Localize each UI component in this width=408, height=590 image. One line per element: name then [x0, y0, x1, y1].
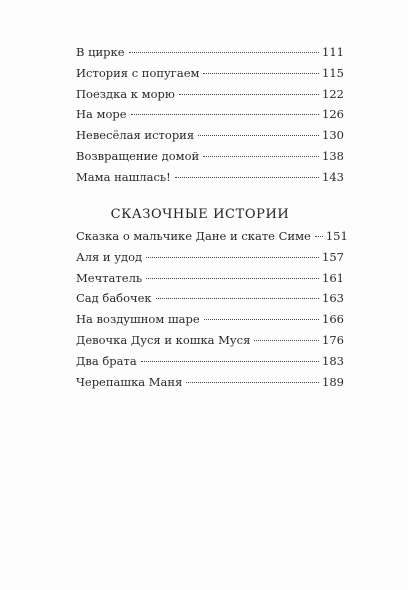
toc-entry-title: Девочка Дуся и кошка Муся: [76, 332, 251, 347]
toc-entry-page: 161: [322, 270, 344, 285]
toc-entry-title: Черепашка Маня: [76, 374, 183, 389]
toc-entry: [76, 84, 344, 105]
toc-entry: [76, 330, 344, 351]
dot-leader: [179, 94, 319, 95]
dot-leader: [204, 319, 319, 320]
dot-leader: [156, 298, 319, 299]
toc-entry-title: Невесёлая история: [76, 128, 195, 143]
dot-leader: [315, 236, 323, 237]
toc-entry-page: 115: [322, 65, 344, 80]
toc-entry: [76, 309, 344, 330]
toc-entry-page: 166: [322, 312, 344, 327]
toc-entry-title: Поездка к морю: [76, 86, 175, 101]
toc-entry-title: Мечтатель: [76, 270, 143, 285]
toc-entry-page: 111: [322, 45, 344, 59]
dot-leader: [131, 114, 319, 115]
toc-entry-page: 163: [322, 291, 344, 306]
toc-entry-page: 143: [322, 169, 344, 184]
toc-entry-title: Мама нашлась!: [76, 169, 171, 184]
toc-entry-page: 122: [322, 86, 344, 101]
toc-entry: [76, 268, 344, 289]
toc-entry-page: 183: [322, 353, 344, 368]
toc-entry-title: Два брата: [76, 353, 137, 368]
toc-entry: [76, 63, 344, 84]
section-heading-text: СКАЗОЧНЫЕ ИСТОРИИ: [110, 207, 290, 222]
dot-leader: [203, 73, 319, 74]
toc-entry-page: 176: [322, 332, 344, 347]
section-heading: [0, 207, 408, 222]
toc-entry: [76, 247, 344, 268]
toc-entry: [76, 351, 344, 372]
toc-entry-title: На море: [76, 107, 127, 122]
toc-entry-page: 138: [322, 148, 344, 163]
toc-entry-title: В цирке: [76, 45, 125, 59]
toc-entry-page: 130: [322, 128, 344, 143]
toc-entry: [76, 167, 344, 188]
toc-entry: [76, 288, 344, 309]
toc-entry-title: История с попугаем: [76, 65, 200, 80]
toc-entry-page: 151: [325, 229, 348, 243]
toc-entry: [76, 372, 344, 393]
dot-leader: [198, 135, 319, 136]
dot-leader: [129, 52, 320, 53]
toc-entry-page: 157: [322, 249, 344, 264]
dot-leader: [254, 340, 319, 341]
toc-entry: [76, 146, 344, 167]
dot-leader: [146, 278, 319, 279]
toc-entry: [76, 42, 344, 63]
toc-entry-title: Возвращение домой: [76, 148, 200, 163]
dot-leader: [141, 361, 319, 362]
dot-leader: [146, 257, 319, 258]
toc-entry-page: 189: [322, 374, 344, 389]
dot-leader: [203, 156, 319, 157]
toc-entry-title: Аля и удод: [76, 249, 143, 264]
dot-leader: [175, 177, 319, 178]
dot-leader: [186, 382, 319, 383]
table-of-contents-part-1: [76, 42, 344, 188]
toc-entry: [76, 125, 344, 146]
table-of-contents-part-2: [76, 226, 348, 392]
toc-entry: [76, 226, 348, 247]
toc-entry-title: Сказка о мальчике Дане и скате Симе: [76, 229, 311, 243]
toc-entry-title: На воздушном шаре: [76, 312, 200, 327]
toc-entry: [76, 104, 344, 125]
toc-entry-page: 126: [322, 107, 344, 122]
toc-entry-title: Сад бабочек: [76, 291, 152, 306]
